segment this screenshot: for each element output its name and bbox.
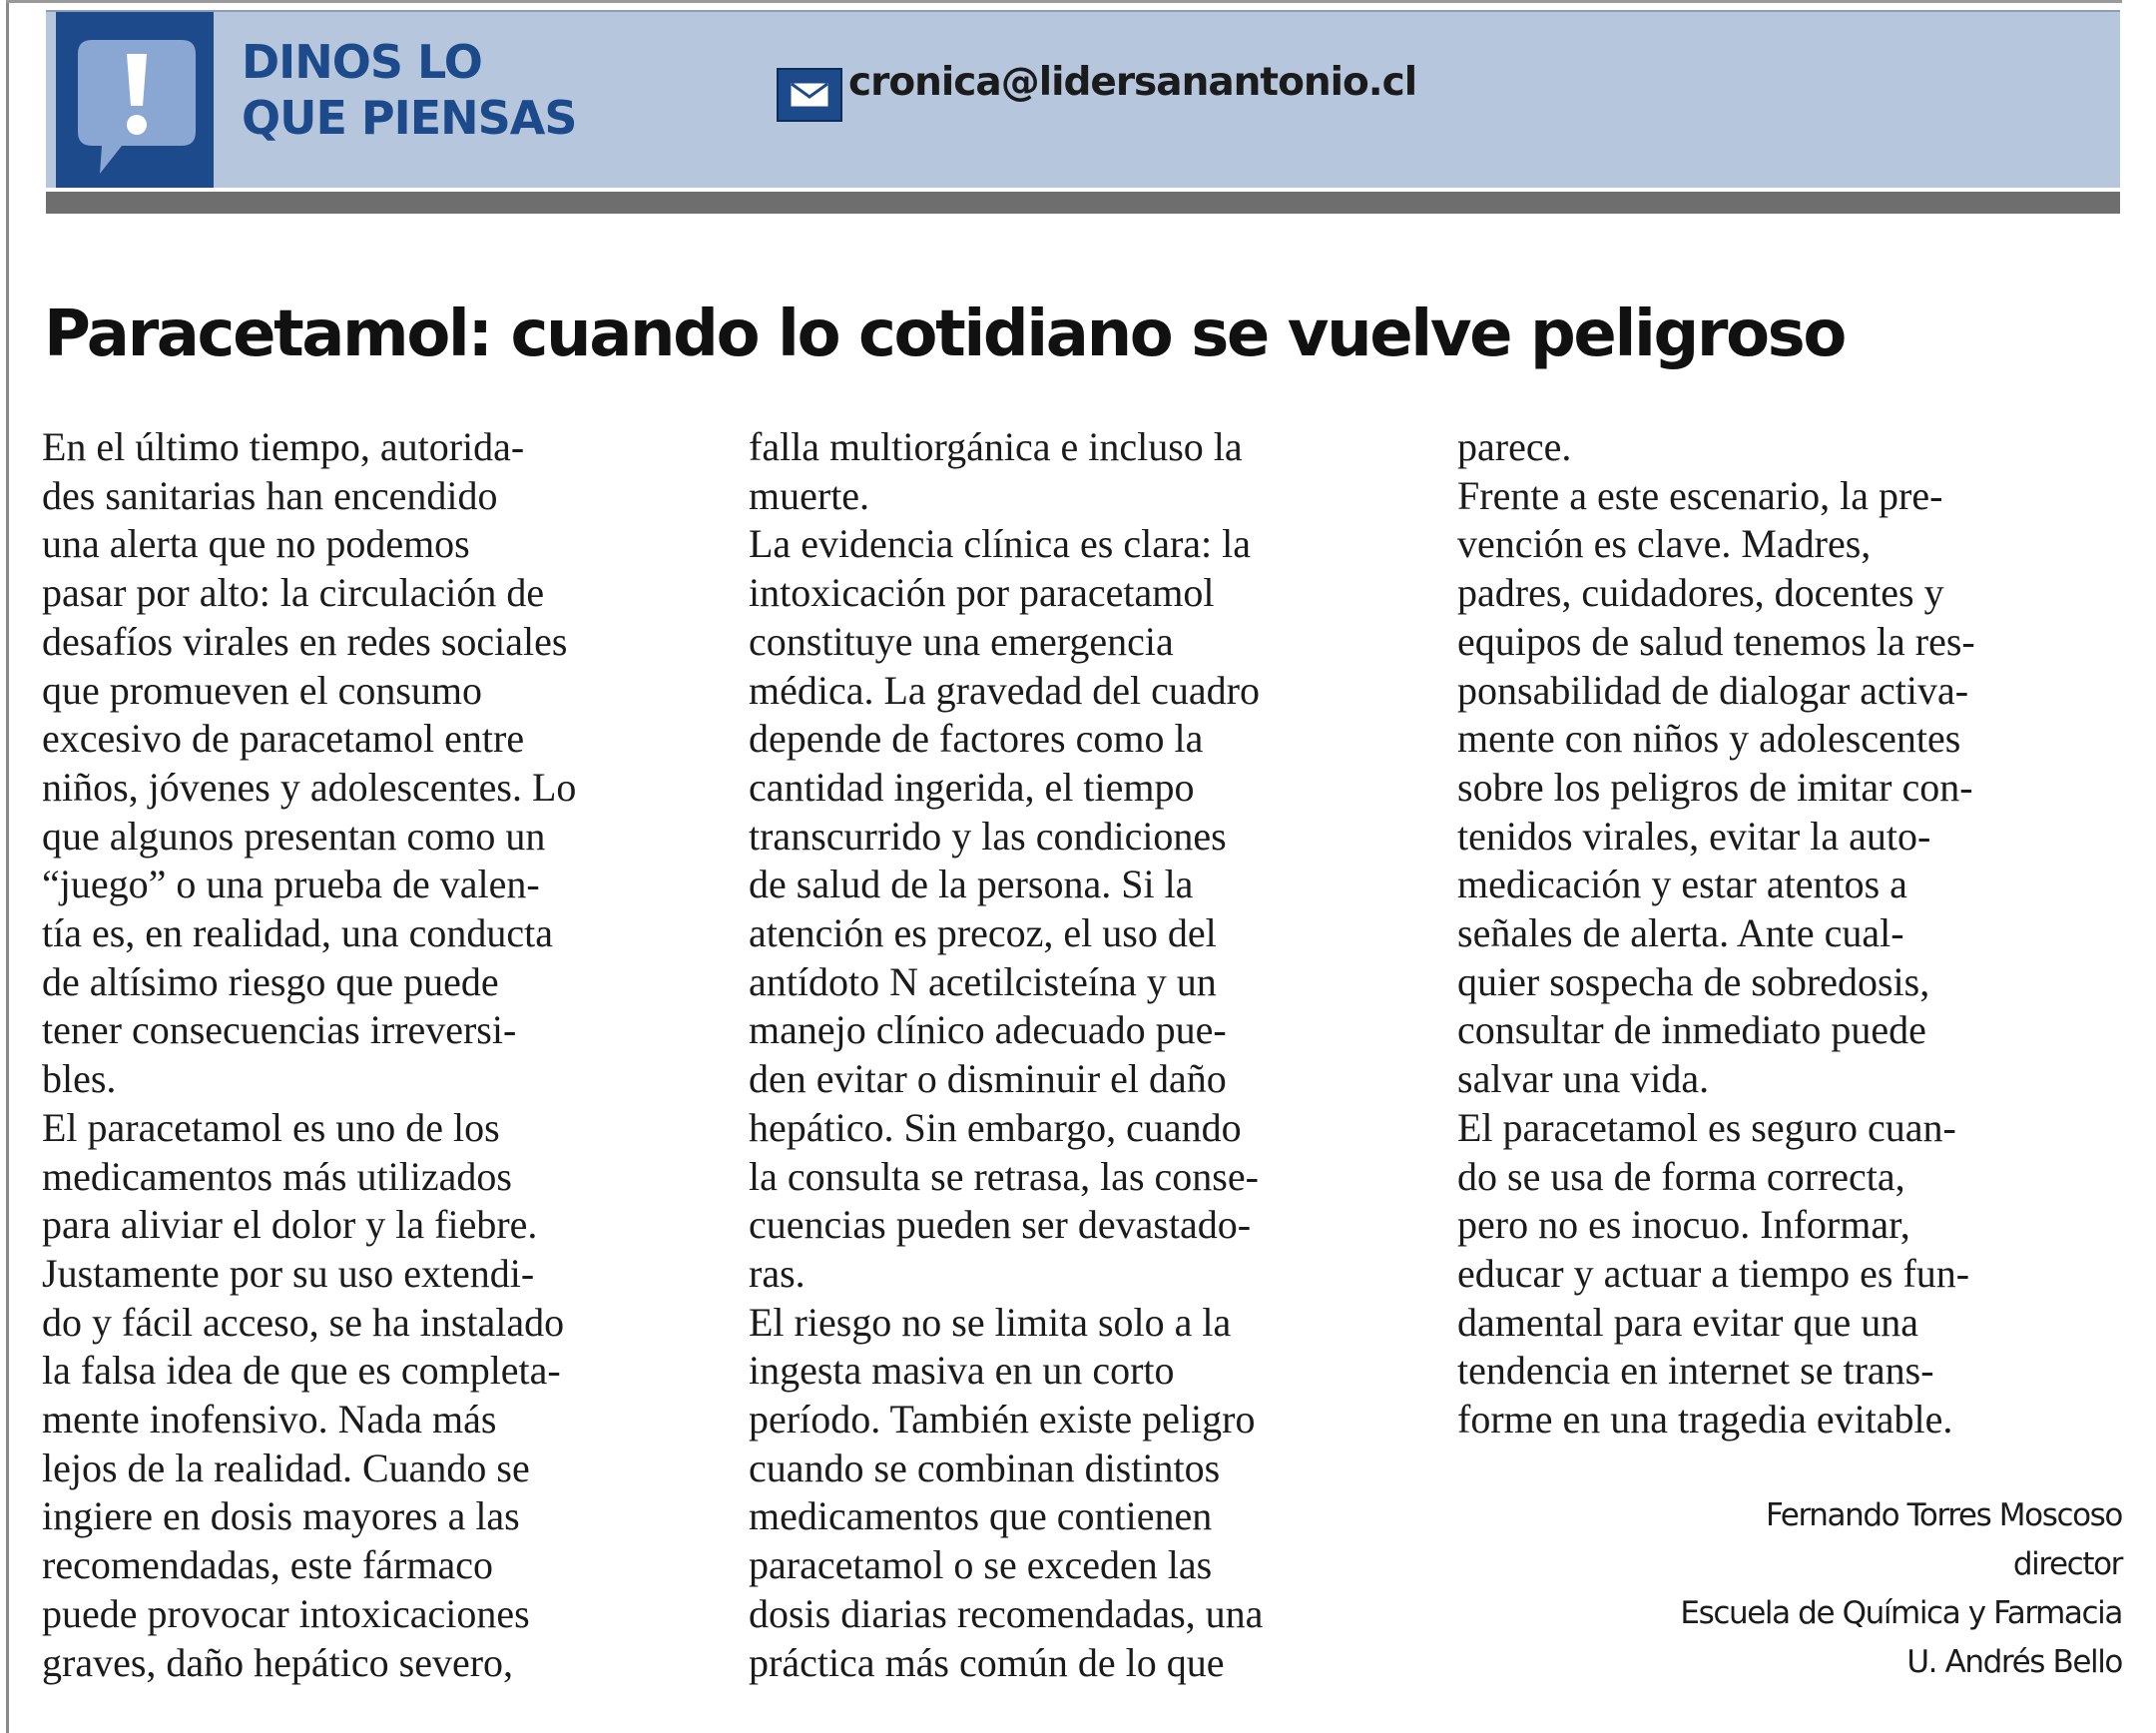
article-column-1 [42,423,727,1687]
email-address-link[interactable]: cronica@lidersanantonio.cl [848,60,1417,105]
banner-title [242,34,577,146]
paragraph: parece. [1457,424,1572,469]
author-name: Fernando Torres Moscoso [1766,1497,2122,1533]
article-column-2 [749,423,1433,1687]
banner-title-line-1: DINOS LO [242,35,482,89]
paragraph: La evidencia clínica es clara: la intoxicación por paracetamol constituye una emergencia médica. La gravedad del cuadro depende de factores como la cantidad ingerida, el tiempo transcurrido y las condiciones de salud de la persona. Si la atención es precoz, el uso del antídoto N acetilcisteína y un manejo clínico adecuado pue- den evitar o disminuir el daño hepático. Sin embargo, cuando la consulta se retrasa, las conse- cuencias pueden ser devastado- ras. [749,521,1260,1296]
left-column-rule [6,0,9,1733]
paragraph: El paracetamol es seguro cuan- do se usa de forma correcta, pero no es inocuo. Informar, educar y actuar a tiempo es fun- damental para evitar que una tendencia en internet se trans- forme en una tragedia evitable. [1457,1104,1970,1443]
article-column-3 [1457,423,2142,1444]
paragraph: Frente a este escenario, la pre- vención es clave. Madres, padres, cuidadores, docentes y equipos de salud tenemos la res- ponsabilidad de dialogar activa- mente con niños y adolescentes sobre los peligros de imitar con- tenidos virales, evitar la auto- medicación y estar atentos a señales de alerta. Ante cual- quier sospecha de sobredosis, consultar de inmediato puede salvar una vida. [1457,472,1975,1102]
exclamation-speech-bubble-icon [78,40,196,180]
paragraph: En el último tiempo, autorida- des sanitarias han encendido una alerta que no podemos pasar por alto: la circulación de desafíos virales en redes sociales que promueven el consumo excesivo de paracetamol entre niños, jóvenes y adolescentes. Lo que algunos presentan como un “juego” o una prueba de valen- tía es, en realidad, una conducta de altísimo riesgo que puede tener consecuencias irreversi- bles. [42,424,577,1102]
paragraph: El paracetamol es uno de los medicamentos más utilizados para aliviar el dolor y la fiebre. Justamente por su uso extendi- do y fácil acceso, se ha instalado la falsa idea de que es completa- mente inofensivo. Nada más lejos de la realidad. Cuando se ingiere en dosis mayores a las recomendadas, este fármaco puede provocar intoxicaciones graves, daño hepático severo, [42,1104,565,1685]
paragraph: falla multiorgánica e incluso la muerte. [749,424,1243,518]
opinion-banner [46,10,2120,188]
top-rule [6,0,2122,3]
envelope-icon [777,68,842,122]
article-headline: Paracetamol: cuando lo cotidiano se vuelve peligroso [44,297,1845,371]
author-signature [1680,1491,2122,1687]
author-school: Escuela de Química y Farmacia [1680,1595,2122,1631]
banner-title-line-2: QUE PIENSAS [242,91,577,145]
author-role: director [2012,1546,2122,1582]
paragraph: El riesgo no se limita solo a la ingesta masiva en un corto período. También existe peligro cuando se combinan distintos medicamentos que contienen paracetamol o se exceden las dosis diarias recomendadas, una práctica más común de lo que [749,1299,1264,1685]
banner-icon-box [56,12,214,188]
banner-shadow-bar [46,192,2120,214]
author-university: U. Andrés Bello [1906,1644,2122,1680]
